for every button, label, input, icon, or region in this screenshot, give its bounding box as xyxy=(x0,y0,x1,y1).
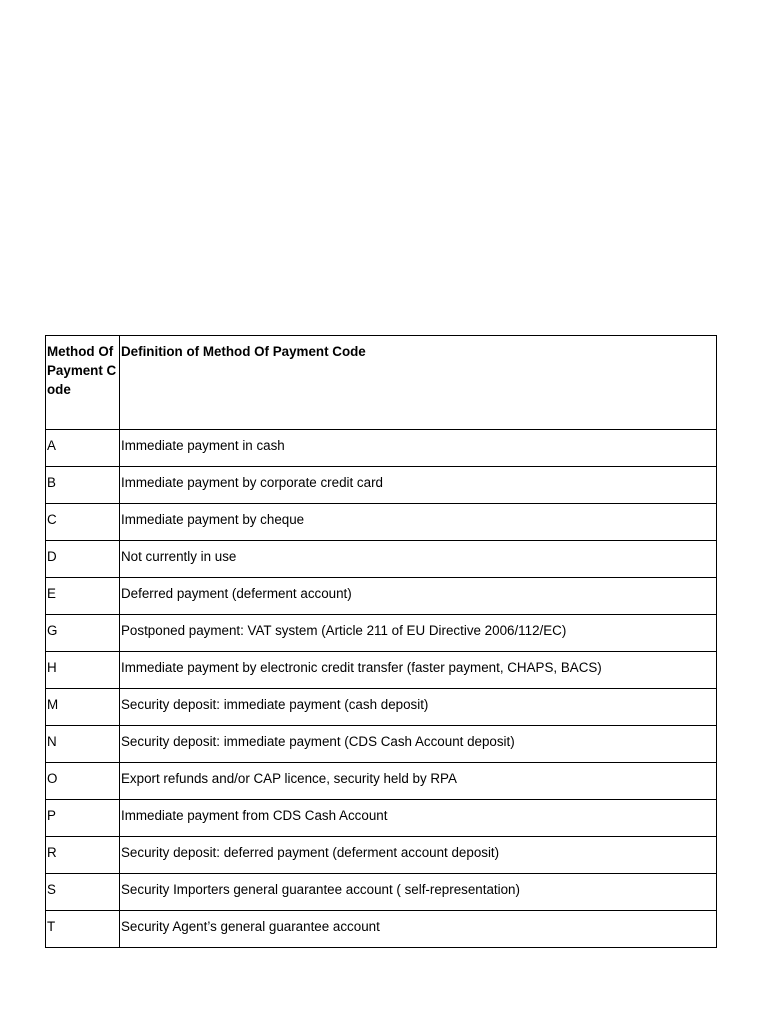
definition-text: Security Agent’s general guarantee account xyxy=(121,919,380,934)
code-cell xyxy=(46,689,120,726)
table-row xyxy=(46,615,717,652)
definition-cell xyxy=(120,763,717,800)
code-text: O xyxy=(47,771,58,786)
definition-text: Immediate payment in cash xyxy=(121,438,285,453)
code-cell xyxy=(46,726,120,763)
code-cell xyxy=(46,763,120,800)
definition-cell xyxy=(120,726,717,763)
code-cell xyxy=(46,467,120,504)
table-row xyxy=(46,837,717,874)
table-row xyxy=(46,652,717,689)
definition-text: Security deposit: immediate payment (cash deposit) xyxy=(121,697,429,712)
definition-cell xyxy=(120,615,717,652)
header-code xyxy=(46,336,120,430)
code-text: A xyxy=(47,438,56,453)
code-text: C xyxy=(47,512,57,527)
definition-text: Security deposit: deferred payment (deferment account deposit) xyxy=(121,845,500,860)
definition-text: Export refunds and/or CAP licence, security held by RPA xyxy=(121,771,457,786)
header-definition-text: Definition of Method Of Payment Code xyxy=(121,344,366,359)
definition-cell xyxy=(120,874,717,911)
definition-cell xyxy=(120,541,717,578)
code-text: M xyxy=(47,697,59,712)
definition-cell xyxy=(120,689,717,726)
code-cell xyxy=(46,430,120,467)
definition-cell xyxy=(120,837,717,874)
table-header-row xyxy=(46,336,717,430)
definition-cell xyxy=(120,467,717,504)
definition-cell xyxy=(120,800,717,837)
definition-cell xyxy=(120,430,717,467)
code-text: B xyxy=(47,475,56,490)
definition-cell xyxy=(120,652,717,689)
code-text: P xyxy=(47,808,56,823)
code-cell xyxy=(46,578,120,615)
table-row xyxy=(46,800,717,837)
code-text: G xyxy=(47,623,58,638)
header-code-text: Method Of Payment Code xyxy=(47,344,117,397)
table-row xyxy=(46,578,717,615)
definition-text: Immediate payment by corporate credit card xyxy=(121,475,383,490)
table-row xyxy=(46,726,717,763)
definition-text: Not currently in use xyxy=(121,549,237,564)
code-cell xyxy=(46,615,120,652)
payment-code-table xyxy=(45,335,717,948)
table-row xyxy=(46,430,717,467)
header-definition xyxy=(120,336,717,430)
code-cell xyxy=(46,652,120,689)
definition-text: Security deposit: immediate payment (CDS Cash Account deposit) xyxy=(121,734,515,749)
table-row xyxy=(46,504,717,541)
code-text: S xyxy=(47,882,56,897)
code-cell xyxy=(46,800,120,837)
code-text: R xyxy=(47,845,57,860)
definition-cell xyxy=(120,911,717,948)
code-cell xyxy=(46,837,120,874)
definition-text: Deferred payment (deferment account) xyxy=(121,586,352,601)
definition-text: Postponed payment: VAT system (Article 211 of EU Directive 2006/112/EC) xyxy=(121,623,567,638)
table-row xyxy=(46,689,717,726)
code-text: D xyxy=(47,549,57,564)
code-cell xyxy=(46,874,120,911)
table-row xyxy=(46,541,717,578)
definition-text: Immediate payment by cheque xyxy=(121,512,305,527)
definition-text: Security Importers general guarantee account ( self-representation) xyxy=(121,882,520,897)
code-cell xyxy=(46,911,120,948)
code-cell xyxy=(46,541,120,578)
definition-text: Immediate payment from CDS Cash Account xyxy=(121,808,388,823)
code-text: H xyxy=(47,660,57,675)
code-cell xyxy=(46,504,120,541)
code-text: N xyxy=(47,734,57,749)
code-text: T xyxy=(47,919,56,934)
definition-cell xyxy=(120,504,717,541)
definition-text: Immediate payment by electronic credit transfer (faster payment, CHAPS, BACS) xyxy=(121,660,602,675)
table-row xyxy=(46,874,717,911)
definition-cell xyxy=(120,578,717,615)
table-row xyxy=(46,911,717,948)
code-text: E xyxy=(47,586,56,601)
table-row xyxy=(46,763,717,800)
table-row xyxy=(46,467,717,504)
